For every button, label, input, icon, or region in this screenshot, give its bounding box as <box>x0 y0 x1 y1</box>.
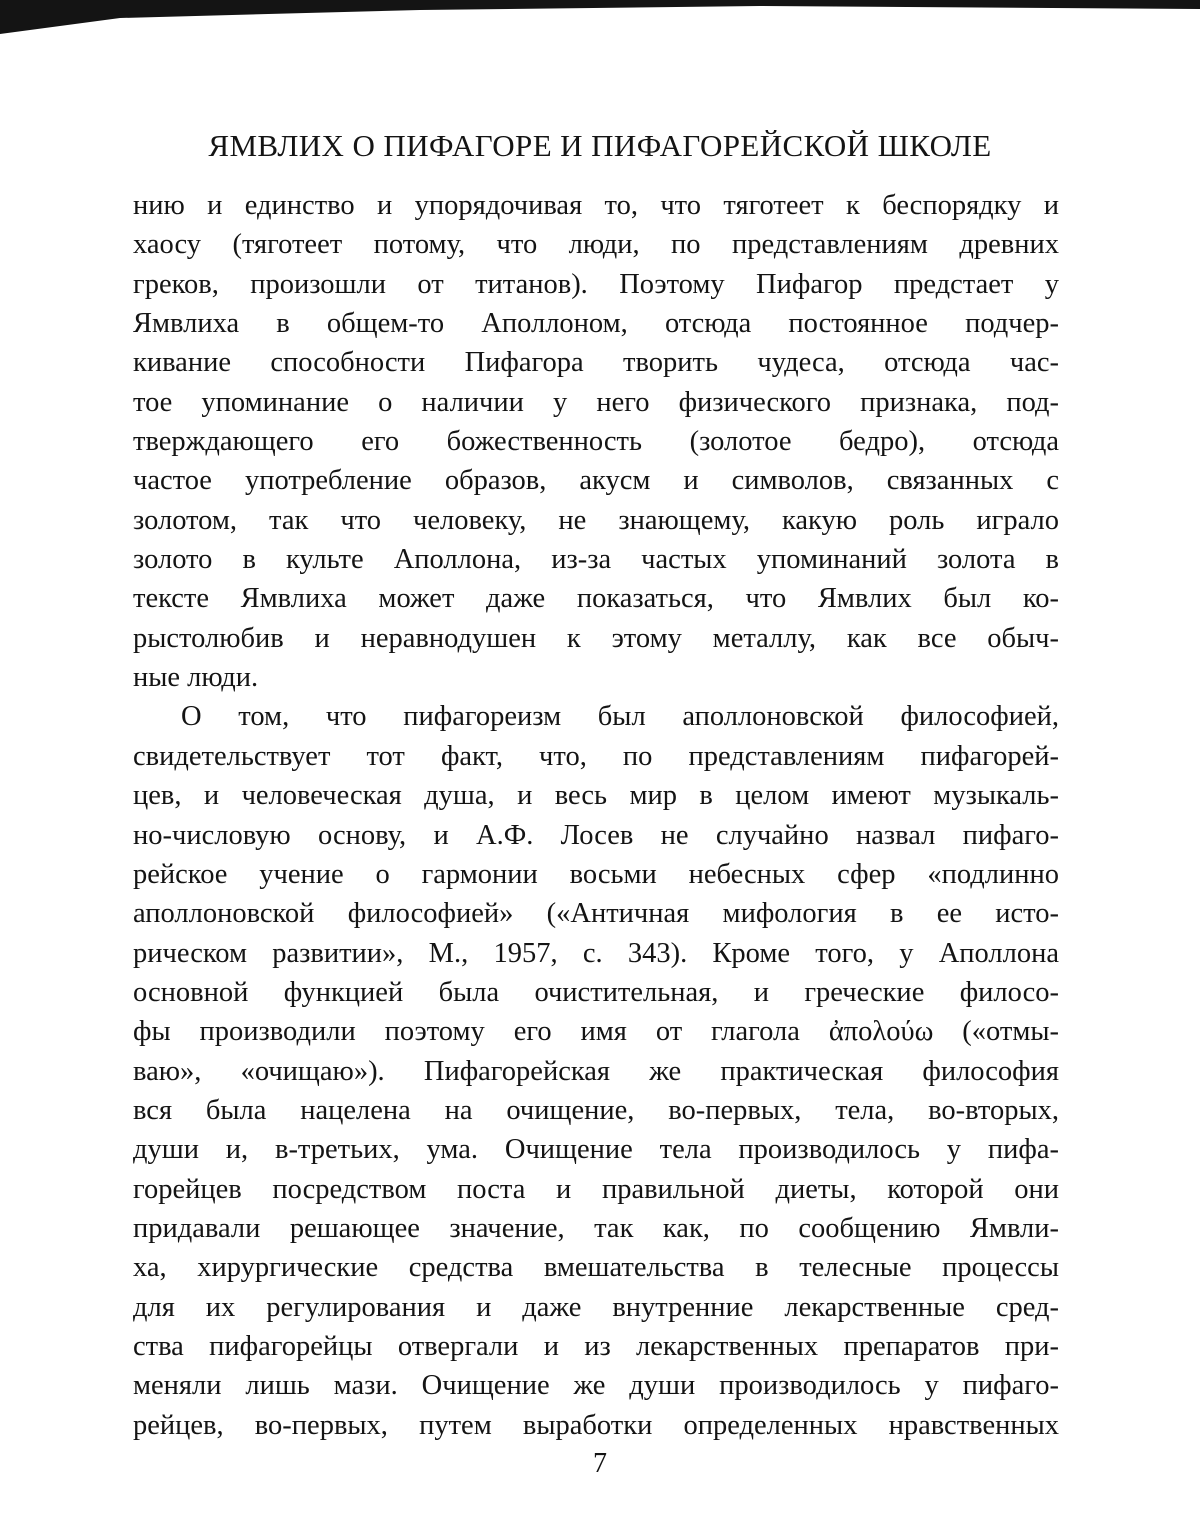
paragraph-apollonian-philosophy <box>133 697 1059 1445</box>
text-line: золото в культе Аполлона, из-за частых упоминаний золота в <box>133 544 1059 576</box>
text-line: греков, произошли от титанов). Поэтому Пифагор предстает у <box>133 268 1059 300</box>
text-line: тексте Ямвлиха может даже показаться, что Ямвлих был ко- <box>133 583 1059 615</box>
text-line: Ямвлиха в общем-то Аполлоном, отсюда постоянное подчер- <box>133 308 1059 340</box>
text-line: цев, и человеческая душа, и весь мир в целом имеют музыкаль- <box>133 780 1059 812</box>
text-line: вся была нацелена на очищение, во-первых, тела, во-вторых, <box>133 1094 1059 1126</box>
text-line: тое упоминание о наличии у него физического признака, под- <box>133 386 1059 418</box>
text-line: хаосу (тяготеет потому, что люди, по представлениям древних <box>133 229 1059 261</box>
paragraph-continued <box>133 186 1059 697</box>
text-line: рейцев, во-первых, путем выработки определенных нравственных <box>133 1409 1059 1441</box>
text-line: рейское учение о гармонии восьми небесных сфер «подлинно <box>133 858 1059 890</box>
text-line: золотом, так что человеку, не знающему, какую роль играло <box>133 504 1059 536</box>
text-line: кивание способности Пифагора творить чудеса, отсюда час- <box>133 347 1059 379</box>
text-line: О том, что пифагореизм был аполлоновской философией, <box>181 701 1059 733</box>
scan-edge-shadow <box>0 0 1200 36</box>
running-head: ЯМВЛИХ О ПИФАГОРЕ И ПИФАГОРЕЙСКОЙ ШКОЛЕ <box>208 128 992 163</box>
text-line: но-числовую основу, и А.Ф. Лосев не случайно назвал пифаго- <box>133 819 1059 851</box>
text-line: рыстолюбив и неравнодушен к этому металлу, как все обыч- <box>133 622 1059 654</box>
text-line: для их регулирования и даже внутренние лекарственные сред- <box>133 1291 1059 1323</box>
text-line: рическом развитии», М., 1957, с. 343). Кроме того, у Аполлона <box>133 937 1059 969</box>
text-line: тверждающего его божественность (золотое бедро), отсюда <box>133 426 1059 458</box>
text-line: частое употребление образов, акусм и символов, связанных с <box>133 465 1059 497</box>
page-number: 7 <box>593 1448 607 1479</box>
text-line: души и, в-третьих, ума. Очищение тела производилось у пифа- <box>133 1134 1059 1166</box>
text-line: ваю», «очищаю»). Пифагорейская же практическая философия <box>133 1055 1059 1087</box>
page-body <box>133 186 1059 1445</box>
text-line: ха, хирургические средства вмешательства в телесные процессы <box>133 1252 1059 1284</box>
text-line: основной функцией была очистительная, и греческие филосо- <box>133 976 1059 1008</box>
text-line: фы производили поэтому его имя от глагола ἀπολούω («отмы- <box>133 1016 1059 1048</box>
text-line: ства пифагорейцы отвергали и из лекарственных препаратов при- <box>133 1330 1059 1362</box>
text-line: горейцев посредством поста и правильной диеты, которой они <box>133 1173 1059 1205</box>
text-line: меняли лишь мази. Очищение же души производилось у пифаго- <box>133 1370 1059 1402</box>
text-line: свидетельствует тот факт, что, по представлениям пифагорей- <box>133 740 1059 772</box>
text-line: аполлоновской философией» («Античная мифология в ее исто- <box>133 898 1059 930</box>
text-line: нию и единство и упорядочивая то, что тяготеет к беспорядку и <box>133 190 1059 221</box>
text-line: ные люди. <box>133 662 259 694</box>
text-line: придавали решающее значение, так как, по сообщению Ямвли- <box>133 1212 1059 1244</box>
